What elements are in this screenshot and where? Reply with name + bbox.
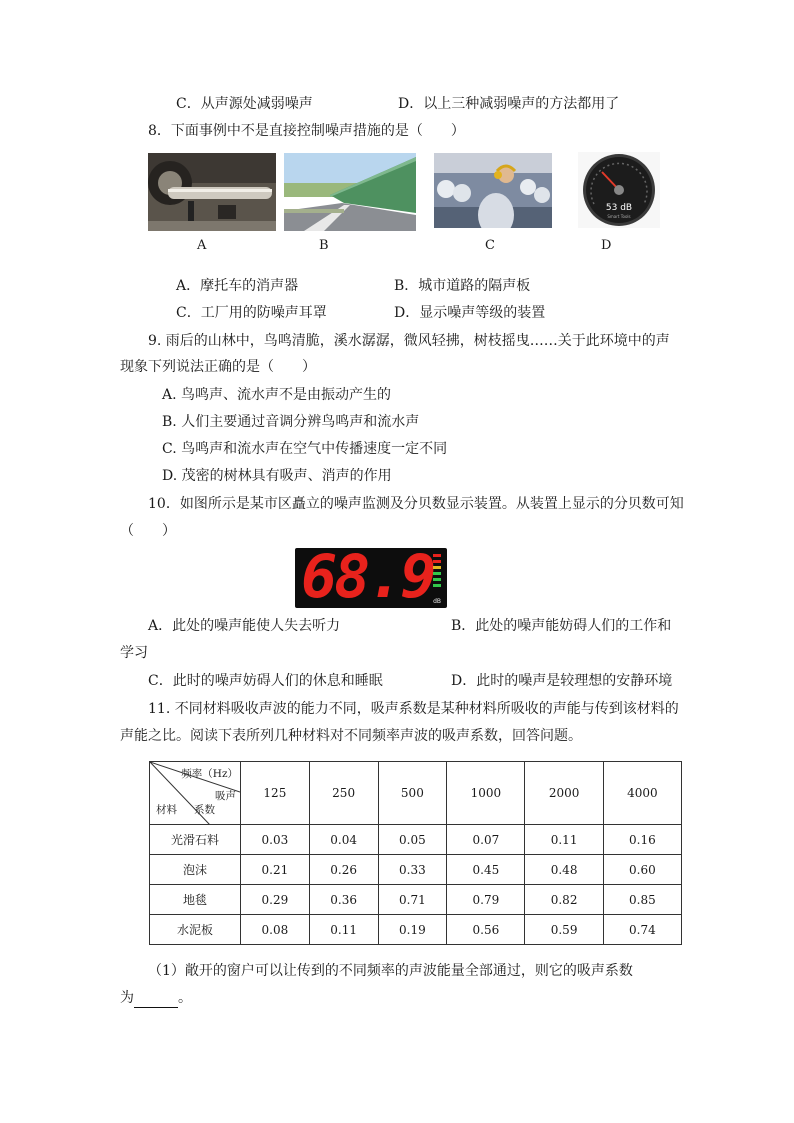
image-label-b: B — [319, 238, 329, 253]
material-cell: 地毯 — [150, 885, 241, 915]
q9-option-b: B. 人们主要通过音调分辨鸟鸣声和流水声 — [162, 414, 420, 430]
q10-stem-line2: （ ） — [120, 523, 176, 539]
noise-level-meter-image — [578, 152, 660, 228]
header-coefficient-1: 吸声 — [215, 790, 236, 802]
factory-worker-earmuffs-image — [434, 153, 552, 228]
value-cell: 0.71 — [378, 885, 447, 915]
table-corner-cell — [150, 762, 241, 825]
value-cell: 0.26 — [309, 855, 378, 885]
q8-option-d: D．显示噪声等级的装置 — [394, 305, 546, 321]
header-coefficient-2: 系数 — [194, 804, 215, 816]
table-row — [150, 855, 682, 885]
value-cell: 0.11 — [309, 915, 378, 945]
q9-option-c: C. 鸟鸣声和流水声在空气中传播速度一定不同 — [162, 441, 448, 457]
value-cell: 0.36 — [309, 885, 378, 915]
absorption-coefficient-table — [149, 761, 682, 945]
q10-option-d: D．此时的噪声是较理想的安静环境 — [451, 673, 673, 689]
q11-stem-line2: 声能之比。阅读下表所列几种材料对不同频率声波的吸声系数，回答问题。 — [120, 728, 582, 744]
value-cell: 0.21 — [241, 855, 310, 885]
q7-option-d: D．以上三种减弱噪声的方法都用了 — [398, 96, 620, 112]
image-label-a: A — [197, 238, 207, 253]
q9-option-a: A. 鸟鸣声、流水声不是由振动产生的 — [162, 387, 392, 403]
meter-brand-text: Smart Tools — [607, 214, 631, 219]
q11-sub1-prefix: 为 — [120, 990, 134, 1006]
q8-option-c: C．工厂用的防噪声耳罩 — [176, 305, 327, 321]
value-cell: 0.04 — [309, 825, 378, 855]
decibel-display-device — [295, 548, 447, 608]
q9-stem-line2: 现象下列说法正确的是（ ） — [120, 359, 316, 375]
material-cell: 水泥板 — [150, 915, 241, 945]
header-material: 材料 — [156, 804, 177, 816]
value-cell: 0.59 — [525, 915, 603, 945]
q10-option-a: A．此处的噪声能使人失去听力 — [148, 618, 341, 634]
decibel-display-value: 68.9 — [301, 548, 434, 608]
value-cell: 0.03 — [241, 825, 310, 855]
value-cell: 0.82 — [525, 885, 603, 915]
value-cell: 0.29 — [241, 885, 310, 915]
level-indicator-leds — [433, 554, 441, 590]
decibel-unit-label: dB — [433, 598, 441, 605]
q9-option-d: D. 茂密的树林具有吸声、消声的作用 — [162, 468, 392, 484]
value-cell: 0.48 — [525, 855, 603, 885]
value-cell: 0.33 — [378, 855, 447, 885]
q10-stem-line1: 10．如图所示是某市区矗立的噪声监测及分贝数显示装置。从装置上显示的分贝数可知 — [148, 496, 684, 512]
q8-option-a: A．摩托车的消声器 — [176, 278, 299, 294]
table-row — [150, 885, 682, 915]
q11-stem-line1: 11. 不同材料吸收声波的能力不同，吸声系数是某种材料所吸收的声能与传到该材料的 — [148, 701, 679, 717]
freq-header-cell: 1000 — [447, 762, 525, 825]
value-cell: 0.56 — [447, 915, 525, 945]
q10-option-b: B．此处的噪声能妨碍人们的工作和 — [451, 618, 672, 634]
value-cell: 0.74 — [603, 915, 681, 945]
q7-option-c: C．从声源处减弱噪声 — [176, 96, 313, 112]
material-cell: 光滑石料 — [150, 825, 241, 855]
value-cell: 0.08 — [241, 915, 310, 945]
value-cell: 0.45 — [447, 855, 525, 885]
table-row — [150, 825, 682, 855]
freq-header-cell: 2000 — [525, 762, 603, 825]
value-cell: 0.19 — [378, 915, 447, 945]
q11-sub1-line1: （1）敞开的窗户可以让传到的不同频率的声波能量全部通过，则它的吸声系数 — [148, 963, 633, 979]
value-cell: 0.16 — [603, 825, 681, 855]
table-row — [150, 915, 682, 945]
q8-stem: 8．下面事例中不是直接控制噪声措施的是（ ） — [148, 123, 465, 139]
material-cell: 泡沫 — [150, 855, 241, 885]
q8-option-b: B．城市道路的隔声板 — [394, 278, 531, 294]
q11-sub1-suffix: 。 — [178, 990, 192, 1006]
road-sound-barrier-image — [284, 153, 416, 231]
q10-option-b-continued: 学习 — [120, 645, 148, 661]
q11-sub1-line2 — [120, 988, 192, 1008]
value-cell: 0.05 — [378, 825, 447, 855]
value-cell: 0.79 — [447, 885, 525, 915]
value-cell: 0.60 — [603, 855, 681, 885]
value-cell: 0.11 — [525, 825, 603, 855]
meter-reading-text: 53 dB — [605, 203, 633, 213]
q10-option-c: C．此时的噪声妨碍人们的休息和睡眠 — [148, 673, 383, 689]
value-cell: 0.85 — [603, 885, 681, 915]
q9-stem-line1: 9. 雨后的山林中，鸟鸣清脆，溪水潺潺，微风轻拂，树枝摇曳……关于此环境中的声 — [148, 333, 670, 349]
image-label-c: C — [485, 238, 495, 253]
freq-header-cell: 250 — [309, 762, 378, 825]
freq-header-cell: 500 — [378, 762, 447, 825]
value-cell: 0.07 — [447, 825, 525, 855]
motorcycle-muffler-image — [148, 153, 276, 231]
header-frequency: 频率（Hz） — [181, 768, 238, 780]
freq-header-cell: 4000 — [603, 762, 681, 825]
answer-blank[interactable] — [134, 993, 178, 1008]
freq-header-cell: 125 — [241, 762, 310, 825]
table-header-row — [150, 762, 682, 825]
image-label-d: D — [601, 238, 612, 253]
